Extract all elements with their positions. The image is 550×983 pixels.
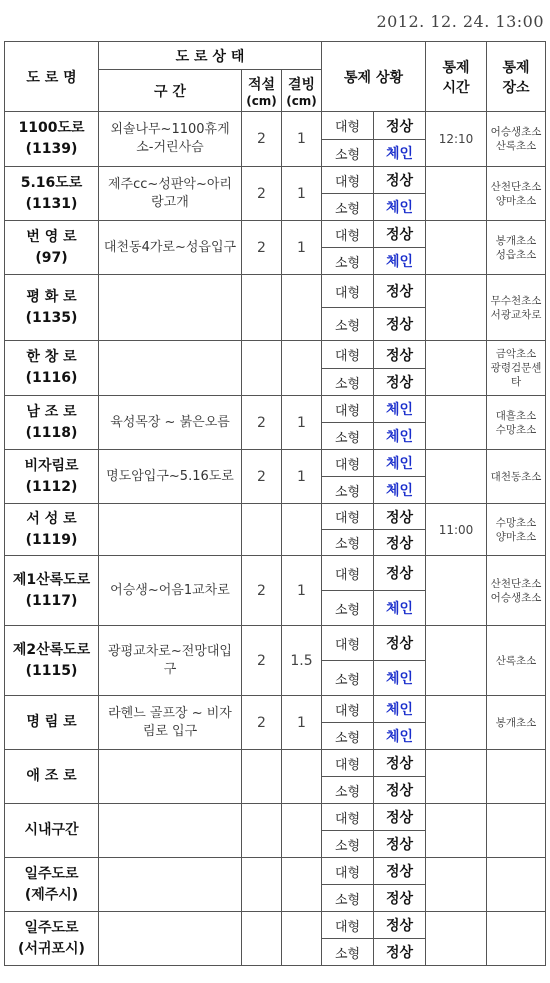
road-rows: [5, 112, 546, 966]
status-small: 체인: [374, 477, 426, 504]
control-place-cell: [487, 221, 546, 275]
vehicle-type-small: 소형: [322, 831, 374, 858]
road-name-cell: [5, 167, 99, 221]
ice-depth-cell: [282, 804, 322, 858]
control-place-cell: [487, 626, 546, 696]
vehicle-type-small: 소형: [322, 248, 374, 275]
control-time-cell: 12:10: [426, 112, 487, 167]
control-place-line: 수망초소: [495, 516, 537, 529]
vehicle-type-large: 대형: [322, 221, 374, 248]
status-small: 정상: [374, 777, 426, 804]
control-place-line: 대흘초소: [495, 409, 537, 422]
section-cell: 라헨느 골프장 ~ 비자림로 입구: [99, 696, 242, 750]
ice-depth-cell: [282, 750, 322, 804]
road-name: 평 화 로: [26, 288, 77, 305]
ice-depth-cell: 1: [282, 221, 322, 275]
status-large: 정상: [374, 912, 426, 939]
road-name-cell: [5, 450, 99, 504]
status-small: 체인: [374, 661, 426, 696]
status-small: 정상: [374, 939, 426, 966]
status-large: 정상: [374, 556, 426, 591]
road-name-cell: [5, 504, 99, 556]
header-snow: [242, 70, 282, 112]
snow-depth-cell: 2: [242, 696, 282, 750]
control-place-cell: [487, 804, 546, 858]
snow-depth-cell: [242, 858, 282, 912]
control-place-line: 금악초소: [495, 348, 537, 360]
header-snow-line1: 적설: [247, 76, 276, 93]
road-name-cell: [5, 626, 99, 696]
road-name: 일주도로: [24, 865, 79, 882]
control-time-cell: [426, 804, 487, 858]
section-cell: [99, 750, 242, 804]
road-name-cell: [5, 696, 99, 750]
road-status-table: [4, 41, 546, 966]
vehicle-type-large: 대형: [322, 396, 374, 423]
control-place-line: 어승생초소: [490, 126, 542, 138]
road-number: (제주시): [24, 886, 79, 903]
header-control-place-line1: 통제: [502, 59, 530, 76]
status-small: 정상: [374, 831, 426, 858]
control-place-cell: [487, 858, 546, 912]
header-ice-line2: (cm): [286, 93, 317, 108]
status-large: 정상: [374, 112, 426, 140]
snow-depth-cell: 2: [242, 112, 282, 167]
table-row: [5, 341, 546, 369]
header-ice-line1: 결빙: [287, 76, 316, 93]
control-place-line: 어승생초소: [490, 591, 542, 604]
snow-depth-cell: [242, 750, 282, 804]
section-cell: [99, 504, 242, 556]
snow-depth-cell: 2: [242, 626, 282, 696]
vehicle-type-small: 소형: [322, 885, 374, 912]
road-number: (1117): [25, 592, 78, 609]
control-place-line: 산록초소: [495, 654, 537, 667]
road-name-cell: [5, 804, 99, 858]
section-cell: [99, 275, 242, 341]
table-row: [5, 804, 546, 831]
vehicle-type-small: 소형: [322, 530, 374, 556]
control-place-cell: [487, 912, 546, 966]
table-row: [5, 750, 546, 777]
header-section: 구 간: [99, 70, 242, 112]
ice-depth-cell: 1: [282, 696, 322, 750]
road-name-cell: [5, 912, 99, 966]
status-large: 정상: [374, 626, 426, 661]
snow-depth-cell: [242, 912, 282, 966]
section-cell: 육성목장 ~ 붉은오름: [99, 396, 242, 450]
road-name: 번 영 로: [26, 228, 77, 245]
vehicle-type-small: 소형: [322, 308, 374, 341]
control-place-line: 봉개초소: [495, 234, 537, 247]
table-row: [5, 504, 546, 530]
control-place-line: 산천단초소: [490, 577, 542, 590]
vehicle-type-large: 대형: [322, 112, 374, 140]
control-place-cell: [487, 341, 546, 396]
control-place-line: 성읍초소: [495, 248, 537, 261]
road-name: 애 조 로: [26, 768, 77, 784]
table-row: [5, 858, 546, 885]
snow-depth-cell: 2: [242, 221, 282, 275]
ice-depth-cell: 1: [282, 396, 322, 450]
road-name: 1100도로: [18, 120, 85, 136]
vehicle-type-small: 소형: [322, 591, 374, 626]
road-number: (서귀포시): [18, 940, 85, 957]
ice-depth-cell: [282, 912, 322, 966]
control-place-line: 무수천초소: [490, 294, 542, 307]
status-small: 체인: [374, 140, 426, 167]
vehicle-type-large: 대형: [322, 626, 374, 661]
control-time-cell: [426, 556, 487, 626]
snow-depth-cell: 2: [242, 450, 282, 504]
status-large: 정상: [374, 858, 426, 885]
table-row: [5, 167, 546, 194]
control-time-cell: [426, 696, 487, 750]
control-place-line: 광령검문센타: [490, 362, 542, 388]
vehicle-type-large: 대형: [322, 341, 374, 369]
snow-depth-cell: [242, 504, 282, 556]
road-name: 시내구간: [24, 822, 79, 838]
road-name: 한 창 로: [26, 349, 77, 365]
control-time-cell: [426, 858, 487, 912]
control-time-cell: [426, 167, 487, 221]
control-place-cell: [487, 112, 546, 167]
status-large: 체인: [374, 696, 426, 723]
section-cell: [99, 341, 242, 396]
status-small: 체인: [374, 423, 426, 450]
control-place-line: 양마초소: [495, 530, 537, 543]
section-cell: 어승생~어음1교차로: [99, 556, 242, 626]
control-time-cell: [426, 912, 487, 966]
road-number: (1135): [25, 309, 78, 326]
header-ice: [282, 70, 322, 112]
snow-depth-cell: [242, 275, 282, 341]
vehicle-type-large: 대형: [322, 556, 374, 591]
section-cell: 제주cc~성판악~아리랑고개: [99, 167, 242, 221]
vehicle-type-small: 소형: [322, 369, 374, 396]
section-cell: 명도암입구~5.16도로: [99, 450, 242, 504]
control-place-cell: [487, 750, 546, 804]
vehicle-type-large: 대형: [322, 804, 374, 831]
section-cell: 광평교차로~전망대입구: [99, 626, 242, 696]
status-small: 정상: [374, 885, 426, 912]
road-name: 제2산록도로: [12, 641, 91, 658]
section-cell: 대천동4가로~성읍입구: [99, 221, 242, 275]
road-number: (97): [35, 249, 68, 266]
status-large: 정상: [374, 341, 426, 369]
road-name-cell: [5, 341, 99, 396]
vehicle-type-large: 대형: [322, 167, 374, 194]
vehicle-type-small: 소형: [322, 140, 374, 167]
status-large: 체인: [374, 396, 426, 423]
road-name-cell: [5, 112, 99, 167]
control-time-cell: [426, 341, 487, 396]
header-control-place-line2: 장소: [502, 79, 530, 96]
road-number: (1118): [25, 424, 78, 441]
control-place-line: 봉개초소: [495, 716, 537, 729]
ice-depth-cell: [282, 341, 322, 396]
control-place-line: 양마초소: [495, 194, 537, 207]
control-time-cell: [426, 396, 487, 450]
road-name-cell: [5, 556, 99, 626]
ice-depth-cell: 1: [282, 112, 322, 167]
road-name: 명 림 로: [26, 714, 77, 730]
road-number: (1116): [25, 370, 78, 386]
snow-depth-cell: [242, 341, 282, 396]
road-name-cell: [5, 221, 99, 275]
road-name-cell: [5, 396, 99, 450]
vehicle-type-small: 소형: [322, 423, 374, 450]
section-cell: [99, 912, 242, 966]
control-time-cell: 11:00: [426, 504, 487, 556]
header-control-time-line1: 통제: [442, 59, 470, 76]
header-snow-line2: (cm): [246, 93, 277, 108]
road-number: (1115): [25, 662, 78, 679]
control-time-cell: [426, 626, 487, 696]
vehicle-type-large: 대형: [322, 504, 374, 530]
status-small: 체인: [374, 591, 426, 626]
header-road-name: 도 로 명: [5, 42, 99, 112]
status-small: 정상: [374, 530, 426, 556]
control-place-line: 서광교차로: [490, 308, 542, 321]
header-control-time-line2: 시간: [442, 79, 470, 96]
snow-depth-cell: [242, 804, 282, 858]
road-name: 비자림로: [24, 457, 79, 474]
road-name: 남 조 로: [26, 403, 77, 420]
status-large: 정상: [374, 750, 426, 777]
ice-depth-cell: [282, 504, 322, 556]
ice-depth-cell: [282, 275, 322, 341]
road-name-cell: [5, 750, 99, 804]
status-large: 정상: [374, 275, 426, 308]
ice-depth-cell: 1: [282, 556, 322, 626]
control-place-cell: [487, 167, 546, 221]
road-name-cell: [5, 858, 99, 912]
road-number: (1139): [25, 141, 78, 157]
snow-depth-cell: 2: [242, 556, 282, 626]
road-name: 제1산록도로: [12, 571, 91, 588]
header-control-place: [487, 42, 546, 112]
vehicle-type-large: 대형: [322, 858, 374, 885]
status-small: 정상: [374, 308, 426, 341]
control-time-cell: [426, 750, 487, 804]
vehicle-type-small: 소형: [322, 477, 374, 504]
table-row: [5, 396, 546, 423]
header-control-status: 통제 상황: [322, 42, 426, 112]
control-place-line: 산록초소: [495, 140, 537, 152]
control-place-cell: [487, 556, 546, 626]
snow-depth-cell: 2: [242, 167, 282, 221]
report-datetime: 2012. 12. 24. 13:00: [376, 12, 544, 31]
vehicle-type-large: 대형: [322, 450, 374, 477]
vehicle-type-small: 소형: [322, 723, 374, 750]
road-name: 5.16도로: [20, 174, 83, 191]
vehicle-type-large: 대형: [322, 696, 374, 723]
section-cell: 외솔나무~1100휴게소-거린사슴: [99, 112, 242, 167]
table-row: [5, 221, 546, 248]
control-time-cell: [426, 275, 487, 341]
section-cell: [99, 858, 242, 912]
vehicle-type-large: 대형: [322, 750, 374, 777]
control-place-line: 수망초소: [495, 423, 537, 436]
snow-depth-cell: 2: [242, 396, 282, 450]
status-small: 체인: [374, 194, 426, 221]
control-time-cell: [426, 450, 487, 504]
control-place-cell: [487, 696, 546, 750]
vehicle-type-small: 소형: [322, 661, 374, 696]
ice-depth-cell: 1: [282, 167, 322, 221]
table-row: [5, 912, 546, 939]
road-name-cell: [5, 275, 99, 341]
road-number: (1131): [25, 195, 78, 212]
table-row: [5, 450, 546, 477]
control-time-cell: [426, 221, 487, 275]
status-small: 체인: [374, 723, 426, 750]
control-place-cell: [487, 504, 546, 556]
status-large: 정상: [374, 221, 426, 248]
table-row: [5, 112, 546, 140]
vehicle-type-small: 소형: [322, 939, 374, 966]
road-name: 일주도로: [24, 919, 79, 936]
table-row: [5, 556, 546, 591]
vehicle-type-small: 소형: [322, 194, 374, 221]
status-small: 정상: [374, 369, 426, 396]
road-name: 서 성 로: [26, 510, 77, 527]
status-large: 체인: [374, 450, 426, 477]
header-road-status: 도 로 상 태: [99, 42, 322, 70]
control-place-cell: [487, 396, 546, 450]
ice-depth-cell: [282, 858, 322, 912]
status-large: 정상: [374, 167, 426, 194]
control-place-cell: [487, 275, 546, 341]
control-place-cell: [487, 450, 546, 504]
control-place-line: 산천단초소: [490, 180, 542, 193]
ice-depth-cell: 1: [282, 450, 322, 504]
table-row: [5, 696, 546, 723]
status-large: 정상: [374, 504, 426, 530]
table-row: [5, 275, 546, 308]
vehicle-type-large: 대형: [322, 912, 374, 939]
status-small: 체인: [374, 248, 426, 275]
road-number: (1119): [25, 531, 78, 548]
road-number: (1112): [25, 478, 78, 495]
section-cell: [99, 804, 242, 858]
control-place-line: 대천동초소: [490, 470, 542, 483]
vehicle-type-large: 대형: [322, 275, 374, 308]
header-control-time: [426, 42, 487, 112]
status-large: 정상: [374, 804, 426, 831]
vehicle-type-small: 소형: [322, 777, 374, 804]
table-row: [5, 626, 546, 661]
ice-depth-cell: 1.5: [282, 626, 322, 696]
